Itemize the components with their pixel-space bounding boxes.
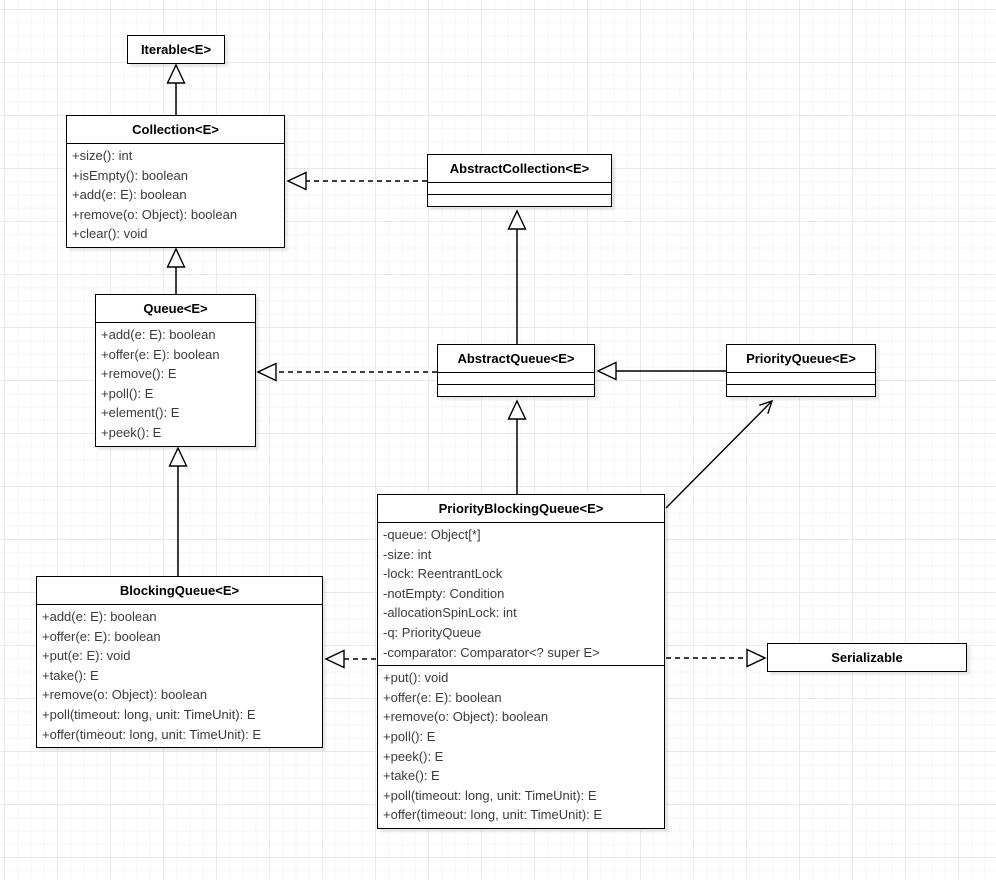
method-row: +add(e: E): boolean <box>72 187 187 203</box>
method-row: +peek(): E <box>101 424 162 440</box>
class-priority-blocking-queue-title: PriorityBlockingQueue<E> <box>438 501 604 516</box>
fields-compartment-empty <box>428 182 611 194</box>
method-row: +offer(timeout: long, unit: TimeUnit): E <box>42 726 262 742</box>
field-row: -notEmpty: Condition <box>383 585 505 601</box>
method-row: +add(e: E): boolean <box>101 327 216 342</box>
method-row: +take(): E <box>383 768 440 784</box>
class-blocking-queue-methods <box>37 604 322 747</box>
field-row: -q: PriorityQueue <box>383 624 482 640</box>
class-collection[interactable] <box>66 115 285 248</box>
method-row: +size(): int <box>72 148 133 163</box>
method-row: +offer(e: E): boolean <box>101 346 220 362</box>
method-row: +put(e: E): void <box>42 648 131 664</box>
class-iterable[interactable] <box>127 35 225 64</box>
class-abstract-queue-title: AbstractQueue<E> <box>457 351 575 366</box>
class-serializable[interactable] <box>767 643 967 672</box>
method-row: +put(): void <box>383 670 449 686</box>
method-row: +clear(): void <box>72 226 148 242</box>
class-queue-title: Queue<E> <box>143 301 208 316</box>
class-collection-methods <box>67 143 284 247</box>
method-row: +offer(e: E): boolean <box>383 689 502 705</box>
method-row: +poll(timeout: long, unit: TimeUnit): E <box>42 706 256 722</box>
method-row: +offer(timeout: long, unit: TimeUnit): E <box>383 807 603 823</box>
method-row: +offer(e: E): boolean <box>42 628 161 644</box>
method-row: +poll(): E <box>383 728 436 744</box>
methods-compartment-empty <box>428 194 611 206</box>
class-serializable-title: Serializable <box>831 650 903 665</box>
methods-compartment-empty <box>438 384 594 396</box>
class-abstract-collection[interactable] <box>427 154 612 207</box>
field-row: -queue: Object[*] <box>383 527 481 542</box>
method-row: +isEmpty(): boolean <box>72 167 188 183</box>
field-row: -lock: ReentrantLock <box>383 566 503 582</box>
field-row: -comparator: Comparator<? super E> <box>383 644 600 660</box>
class-priority-blocking-queue-fields <box>378 522 664 665</box>
class-iterable-title: Iterable<E> <box>140 42 212 57</box>
method-row: +take(): E <box>42 667 99 683</box>
class-collection-title: Collection<E> <box>132 122 219 137</box>
method-row: +peek(): E <box>383 748 444 764</box>
class-queue[interactable] <box>95 294 256 447</box>
method-row: +remove(o: Object): boolean <box>72 206 238 222</box>
class-blocking-queue[interactable] <box>36 576 323 748</box>
methods-compartment-empty <box>727 384 875 396</box>
class-blocking-queue-title: BlockingQueue<E> <box>119 583 240 598</box>
class-queue-methods <box>96 322 255 446</box>
field-row: -size: int <box>383 546 432 562</box>
method-row: +remove(o: Object): boolean <box>383 709 549 725</box>
edge-priorityblockingqueue-association-priorityqueue[interactable] <box>666 401 772 508</box>
method-row: +poll(timeout: long, unit: TimeUnit): E <box>383 787 597 803</box>
method-row: +add(e: E): boolean <box>42 609 157 624</box>
class-priority-queue[interactable] <box>726 344 876 397</box>
method-row: +remove(): E <box>101 366 177 382</box>
class-abstract-collection-title: AbstractCollection<E> <box>449 161 590 176</box>
method-row: +element(): E <box>101 405 180 421</box>
fields-compartment-empty <box>438 372 594 384</box>
class-priority-queue-title: PriorityQueue<E> <box>746 351 856 366</box>
class-priority-blocking-queue[interactable] <box>377 494 665 829</box>
method-row: +poll(): E <box>101 385 154 401</box>
fields-compartment-empty <box>727 372 875 384</box>
class-priority-blocking-queue-methods <box>378 665 664 828</box>
method-row: +remove(o: Object): boolean <box>42 687 208 703</box>
class-abstract-queue[interactable] <box>437 344 595 397</box>
field-row: -allocationSpinLock: int <box>383 605 517 621</box>
